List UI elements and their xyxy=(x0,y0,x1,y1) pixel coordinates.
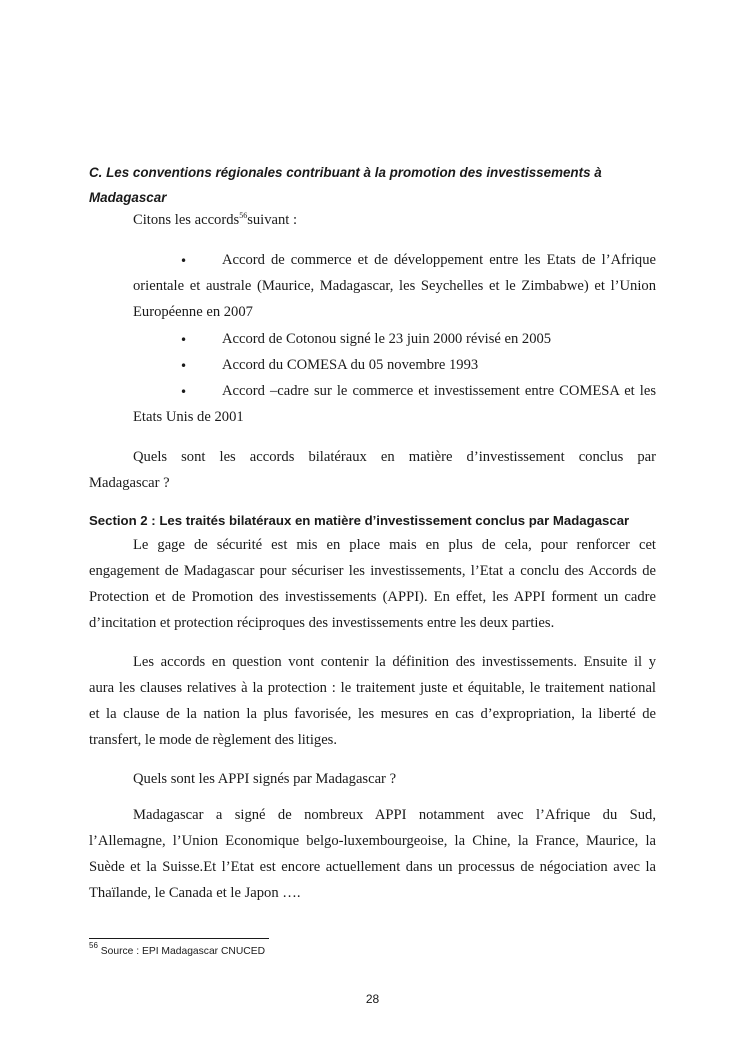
intro-text: Citons les accords xyxy=(133,212,240,228)
section-c-intro xyxy=(133,212,297,229)
paragraph-3-line: Suède et la Suisse.Et l’Etat est encore actuellement dans un processus de négociation avec la xyxy=(89,859,656,875)
bullet-item-4-continuation: Etats Unis de 2001 xyxy=(133,409,244,425)
paragraph-3-line: l’Allemagne, l’Union Economique belgo-luxembourgeoise, la Chine, la France, Maurice, la xyxy=(89,833,656,849)
paragraph-1-line: engagement de Madagascar pour sécuriser les investissements, l’Etat a conclu des Accords de xyxy=(89,563,656,579)
question-paragraph: Madagascar ? xyxy=(89,475,170,491)
bullet-icon: • xyxy=(180,333,188,347)
question-paragraph: Quels sont les accords bilatéraux en matière d’investissement conclus par xyxy=(133,449,656,465)
intro-text-end: suivant : xyxy=(247,212,298,228)
paragraph-1-line: Protection et de Promotion des investissements (APPI). En effet, les APPI forment un cadre xyxy=(89,589,656,605)
paragraph-3-line: Thaïlande, le Canada et le Japon …. xyxy=(89,885,301,901)
section-2-heading: Section 2 : Les traités bilatéraux en matière d’investissement conclus par Madagascar xyxy=(89,513,630,528)
paragraph-2-line: Les accords en question vont contenir la définition des investissements. Ensuite il y xyxy=(133,654,656,670)
bullet-item-4: Accord –cadre sur le commerce et investissement entre COMESA et les xyxy=(222,383,656,399)
paragraph-3-line: Madagascar a signé de nombreux APPI notamment avec l’Afrique du Sud, xyxy=(133,807,656,823)
question-appi: Quels sont les APPI signés par Madagascar ? xyxy=(133,771,397,787)
paragraph-2-line: et la clause de la nation la plus favorisée, les mesures en cas d’expropriation, la liberté de xyxy=(89,706,656,722)
paragraph-2-line: transfert, le mode de règlement des litiges. xyxy=(89,732,338,748)
bullet-icon: • xyxy=(180,254,188,268)
footnote-text: Source : EPI Madagascar CNUCED xyxy=(97,946,266,957)
paragraph-1-line: Le gage de sécurité est mis en place mais en plus de cela, pour renforcer cet xyxy=(133,537,656,553)
bullet-icon: • xyxy=(180,385,188,399)
footnote-reference: 56 xyxy=(239,211,248,220)
bullet-item-1: Accord de commerce et de développement entre les Etats de l’Afrique xyxy=(222,252,656,268)
paragraph-1-line: d’incitation et protection réciproques des investissements entre les deux parties. xyxy=(89,615,555,631)
page-number: 28 xyxy=(365,992,380,1006)
bullet-item-3: Accord du COMESA du 05 novembre 1993 xyxy=(222,357,479,373)
bullet-item-1-continuation: Européenne en 2007 xyxy=(133,304,253,320)
bullet-item-1-continuation: orientale et australe (Maurice, Madagascar, les Seychelles et le Zimbabwe) et l’Union xyxy=(133,278,656,294)
paragraph-2-line: aura les clauses relatives à la protection : le traitement juste et équitable, le traitement national xyxy=(89,680,656,696)
bullet-icon: • xyxy=(180,359,188,373)
footnote-separator xyxy=(89,938,269,939)
footnote xyxy=(89,941,266,957)
footnote-number: 56 xyxy=(89,941,98,950)
bullet-item-2: Accord de Cotonou signé le 23 juin 2000 révisé en 2005 xyxy=(222,331,552,347)
section-c-heading-line2: Madagascar xyxy=(89,190,167,205)
section-c-heading-line1: C. Les conventions régionales contribuant à la promotion des investissements à xyxy=(89,165,602,180)
